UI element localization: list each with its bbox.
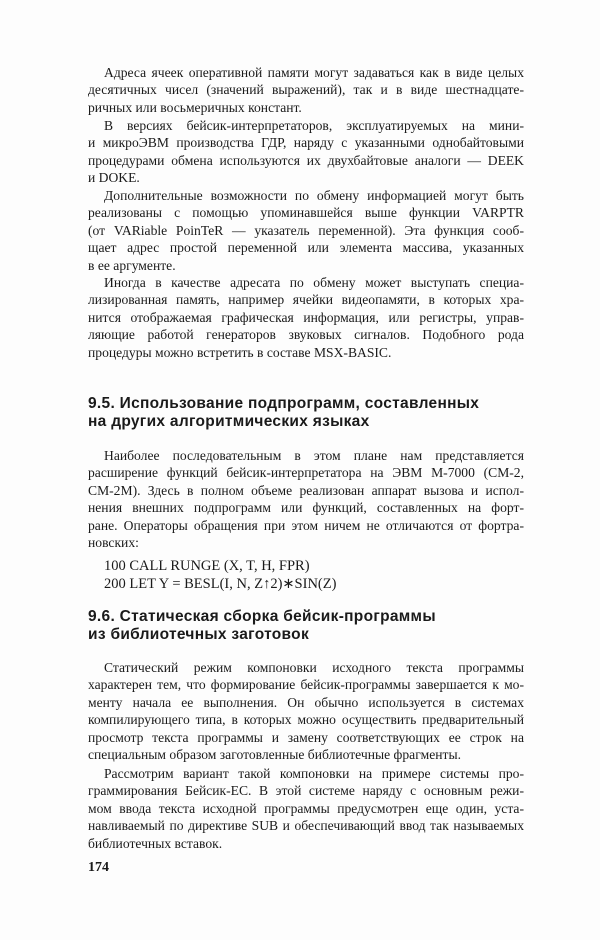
text-line: Адреса ячеек оперативной памяти могут задаваться как в виде целых	[104, 65, 524, 80]
text-line: десятичных чисел (значений выражений), так и в виде шестнадцате-	[88, 82, 524, 98]
text-line: просмотр текста программы и замену соответствующих ее строк на	[88, 729, 524, 745]
text-line: ричных или восьмеричных констант.	[88, 99, 302, 115]
text-line: лизированная память, например ячейки видеопамяти, в которых хра-	[88, 292, 524, 308]
text-line: реализованы с помощью упоминавшейся выше функции VARPTR	[88, 205, 524, 221]
page-number: 174	[88, 860, 109, 875]
heading-line: на других алгоритмических языках	[88, 413, 370, 430]
text-line: СМ-2М). Здесь в полном объеме реализован аппарат вызова и испол-	[88, 482, 524, 498]
heading-line: из библиотечных заготовок	[88, 626, 309, 643]
text-line: мом ввода текста исходной программы предусмотрен еще один, уста-	[88, 800, 524, 816]
text-line: навливаемый по директиве SUB и обеспечивающий ввод так называемых	[88, 818, 524, 834]
text-line: библиотечных вставок.	[88, 835, 223, 851]
text-line: ляющие работой генераторов звуковых сигналов. Подобного рода	[88, 327, 524, 343]
text-line: специальным образом заготовленные библиотечные фрагменты.	[88, 747, 461, 763]
text-line: щает адрес простой переменной или элемента массива, указанных	[88, 240, 524, 256]
text-line: менту начала ее выполнения. Он обычно используется в системах	[88, 694, 524, 710]
text-line: новских:	[88, 535, 139, 551]
text-line: расширение функций бейсик-интерпретатора на ЭВМ М-7000 (СМ-2,	[88, 465, 524, 481]
text-line: Статический режим компоновки исходного текста программы	[104, 660, 524, 675]
text-line: характерен тем, что формирование бейсик-программы завершается к мо-	[88, 677, 524, 693]
heading-line: 9.6. Статическая сборка бейсик-программы	[88, 608, 436, 625]
text-line: компилирующего типа, в которых можно осуществить предварительный	[88, 712, 524, 728]
text-line: и микроЭВМ производства ГДР, наряду с указанными однобайтовыми	[88, 135, 524, 151]
text-line: Дополнительные возможности по обмену информацией могут быть	[104, 188, 524, 203]
text-line: Иногда в качестве адресата по обмену может выступать специа-	[104, 275, 524, 290]
text-line: процедуры можно встретить в составе MSX-BASIC.	[88, 344, 392, 360]
text-line: ране. Операторы обращения при этом ничем не отличаются от фортра-	[88, 517, 524, 533]
text-line: нится отображаемая графическая информация, или регистры, управ-	[88, 309, 524, 325]
text-line: в ее аргументе.	[88, 257, 176, 273]
code-line: 100 CALL RUNGE (X, T, H, FPR)	[104, 558, 310, 574]
text-line: процедурами обмена используются их двухбайтовые аналоги — DEEK	[88, 152, 524, 168]
code-line: 200 LET Y = BESL(I, N, Z↑2)∗SIN(Z)	[104, 575, 337, 592]
text-line: Рассмотрим вариант такой компоновки на примере системы про-	[104, 766, 524, 781]
text-line: и DOKE.	[88, 170, 140, 186]
text-line: Наиболее последовательным в этом плане нам представляется	[104, 448, 524, 463]
heading-line: 9.5. Использование подпрограмм, составленных	[88, 395, 480, 412]
text-line: (от VARiable PoinTeR — указатель переменной). Эта функция сооб-	[88, 222, 524, 238]
text-line: нения внешних подпрограмм или функций, составленных на форт-	[88, 500, 524, 516]
text-line: В версиях бейсик-интерпретаторов, эксплуатируемых на мини-	[104, 118, 524, 133]
text-line: граммирования Бейсик-ЕС. В этой системе наряду с основным режи-	[88, 783, 524, 799]
